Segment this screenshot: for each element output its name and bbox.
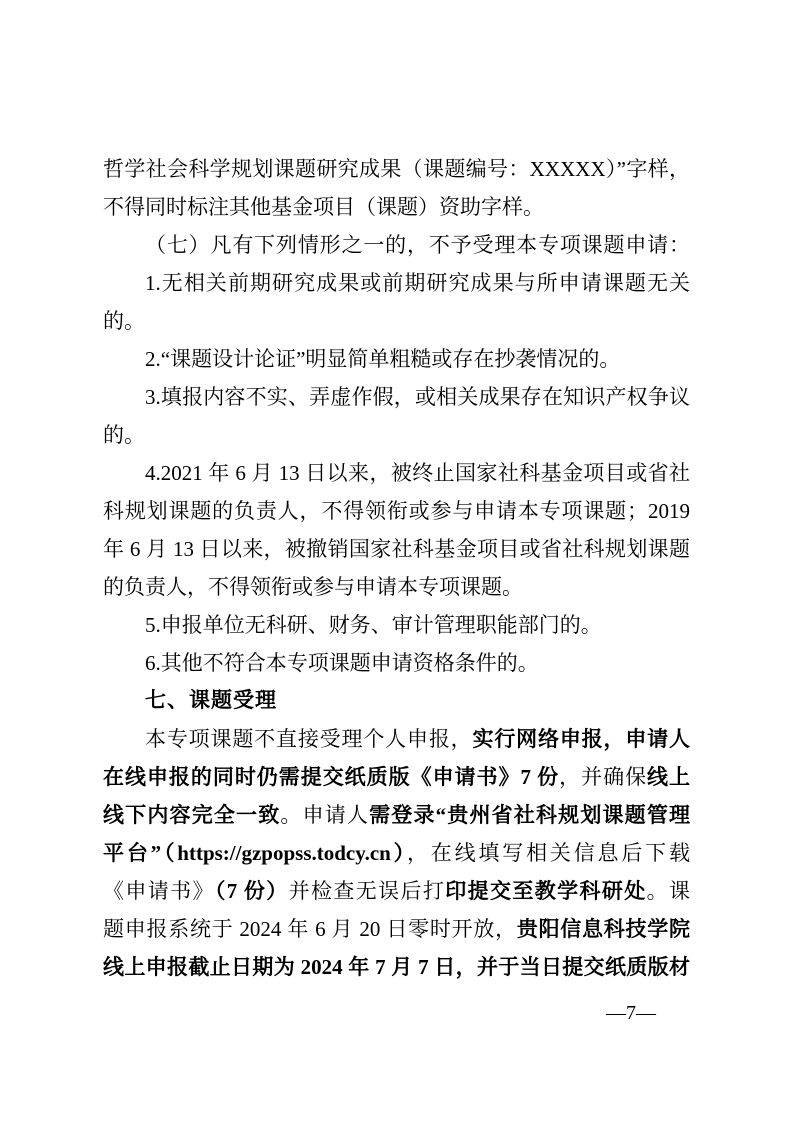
text-line xyxy=(103,568,690,606)
text-line xyxy=(103,340,690,378)
text-run: 的负责人，不得领衔或参与申请本专项课题。 xyxy=(103,575,523,599)
text-run: 的。 xyxy=(103,309,145,333)
bold-text-run: 线下内容完全一致 xyxy=(103,803,281,827)
text-line xyxy=(103,758,690,796)
bold-text-run: 在线申报的同时仍需提交纸质版《申请书》7 份 xyxy=(103,765,560,789)
text-line xyxy=(103,910,690,948)
bold-text-run: 七、课题受理 xyxy=(145,689,277,712)
text-line xyxy=(103,150,690,188)
text-line xyxy=(103,264,690,302)
text-line xyxy=(103,378,690,416)
bold-text-run: 线上申报截止日期为 2024 年 7 月 7 日，并于当日提交纸质版材 xyxy=(103,955,690,979)
text-line xyxy=(103,948,690,986)
text-run: 并检查无误后打 xyxy=(288,879,446,903)
text-run: 6.其他不符合本专项课题申请资格条件的。 xyxy=(145,651,539,675)
bold-text-run: 贵阳信息科技学院 xyxy=(516,917,691,941)
text-line xyxy=(103,720,690,758)
text-line xyxy=(103,872,690,910)
text-run: 。课 xyxy=(646,879,690,903)
text-run: 《申请书》 xyxy=(103,879,215,903)
text-run: 2.“课题设计论证”明显简单粗糙或存在抄袭情况的。 xyxy=(145,347,621,371)
text-run: 年 6 月 13 日以来，被撤销国家社科基金项目或省社科规划课题 xyxy=(103,537,690,561)
text-run: ，并确保 xyxy=(559,765,648,789)
text-run: 5.申报单位无科研、财务、审计管理职能部门的。 xyxy=(145,613,602,637)
text-run: 本专项课题不直接受理个人申报， xyxy=(145,727,473,751)
text-run: 4.2021 年 6 月 13 日以来，被终止国家社科基金项目或省社 xyxy=(145,461,690,485)
text-run: （七）凡有下列情形之一的，不予受理本专项课题申请： xyxy=(145,233,690,257)
bold-text-run: 平台”（https://gzpopss.todcy.cn） xyxy=(103,841,407,865)
text-run: 。申请人 xyxy=(280,803,370,827)
text-line xyxy=(103,188,690,226)
text-line xyxy=(103,796,690,834)
document-body xyxy=(103,150,690,986)
text-line xyxy=(103,834,690,872)
section-heading xyxy=(103,682,690,720)
text-run: 题申报系统于 2024 年 6 月 20 日零时开放， xyxy=(103,917,517,941)
bold-text-run: 线上 xyxy=(647,765,691,789)
text-run: 哲学社会科学规划课题研究成果（课题编号：XXXXX）”字样， xyxy=(103,157,690,181)
text-run: ，在线填写相关信息后下载 xyxy=(406,841,690,865)
text-line xyxy=(103,416,690,454)
bold-text-run: 实行网络申报，申请人 xyxy=(472,727,690,751)
text-run: 1.无相关前期研究成果或前期研究成果与所申请课题无关 xyxy=(145,271,690,295)
text-run: 3.填报内容不实、弄虚作假，或相关成果存在知识产权争议 xyxy=(145,385,690,409)
text-line xyxy=(103,302,690,340)
text-run: 的。 xyxy=(103,423,145,447)
text-run: 科规划课题的负责人，不得领衔或参与申请本专项课题；2019 xyxy=(103,499,690,523)
text-line xyxy=(103,226,690,264)
text-line xyxy=(103,492,690,530)
text-line xyxy=(103,644,690,682)
page-number: —7— xyxy=(606,1002,656,1024)
bold-text-run: 需登录“贵州省社科规划课题管理 xyxy=(369,803,691,827)
text-line xyxy=(103,530,690,568)
bold-text-run: （7 份） xyxy=(214,879,289,903)
text-run: 不得同时标注其他基金项目（课题）资助字样。 xyxy=(103,195,544,219)
text-line xyxy=(103,606,690,644)
text-line xyxy=(103,454,690,492)
bold-text-run: 印提交至教学科研处 xyxy=(445,879,647,903)
